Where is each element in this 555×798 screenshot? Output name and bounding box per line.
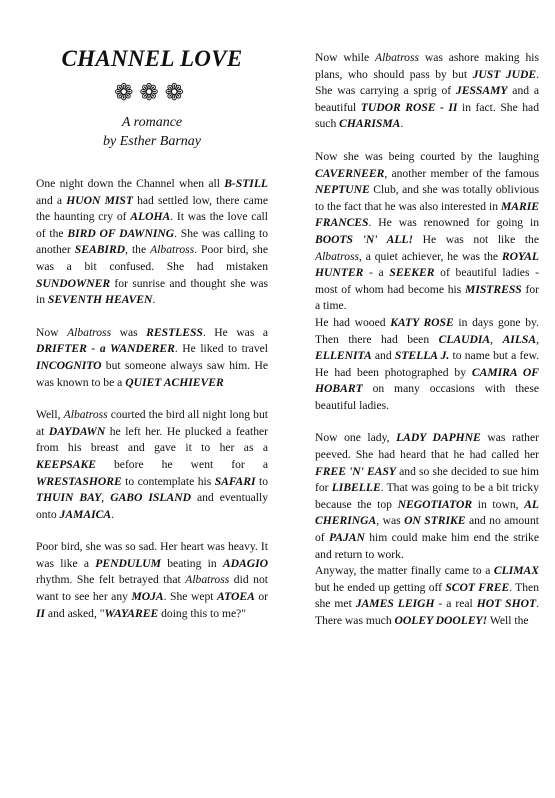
boat-name: WRESTASHORE [36, 474, 122, 488]
text-run: One night down the Channel when all [36, 177, 225, 190]
flower-ornament-icons: ❁❁❁ [114, 80, 190, 105]
boat-name: WAYAREE [104, 606, 159, 620]
boat-name: OOLEY DOOLEY! [394, 614, 488, 627]
boat-name: JAMAICA [59, 507, 112, 521]
boat-name: CLAUDIA [438, 332, 491, 346]
boat-name: NEPTUNE [315, 183, 370, 197]
text-run: and a beautiful [315, 84, 539, 114]
text-run: Well, [36, 408, 64, 422]
boat-name: SUNDOWNER [36, 276, 111, 290]
text-run: or [254, 590, 268, 604]
text-run: and a [36, 193, 67, 207]
boat-name: RESTLESS [146, 325, 203, 339]
page-title: CHANNEL LOVE [61, 46, 243, 71]
paragraph [36, 407, 268, 523]
text-run: , was [376, 514, 405, 528]
text-run: for sunrise and thought she was in [36, 276, 268, 307]
boat-name: ALOHA [130, 210, 171, 224]
paragraph [315, 149, 539, 315]
boat-name: Albatross [185, 573, 230, 587]
text-run: and eventually onto [36, 491, 269, 521]
boat-name: PAJAN [329, 531, 365, 545]
text-run: He had wooed [315, 315, 391, 329]
boat-name: FREE 'N' EASY [315, 464, 397, 478]
boat-name: LADY DAPHNE [396, 431, 481, 445]
paragraph [36, 176, 268, 309]
boat-name: SEVENTH HEAVEN [47, 293, 153, 307]
text-run: - a real [434, 597, 477, 611]
text-run: , [101, 491, 111, 505]
text-run: was rather peeved. She had heard that he had called her [315, 431, 539, 462]
text-run: was ashore making his plans, who should pass by but [315, 51, 539, 81]
text-run: and so she decided to sue him for [315, 464, 539, 495]
text-run: to [255, 474, 268, 488]
boat-name: ELLENITA [315, 349, 372, 363]
paragraph [315, 50, 539, 133]
boat-name: SEABIRD [74, 243, 126, 257]
boat-name: DRIFTER - a WANDERER [36, 342, 175, 356]
text-run: , the [125, 243, 151, 257]
text-run: . He liked to travel [174, 342, 268, 356]
boat-name: Albatross [150, 243, 195, 257]
text-run: , [490, 332, 503, 346]
text-run: on many occasions with these beautiful ladies. [315, 382, 539, 412]
subtitle: A romance [121, 115, 183, 130]
text-run: . He was renowned for going in [368, 216, 539, 230]
boat-name: II [36, 606, 46, 620]
boat-name: SEEKER [389, 266, 435, 280]
text-run: rhythm. She felt betrayed that [36, 573, 186, 587]
text-run: he left her. He plucked a feather from his breast and gave it to her as a [36, 424, 268, 455]
text-run: but someone always saw him. He was known to be a [36, 358, 268, 389]
byline: by Esther Barnay [103, 134, 201, 149]
boat-name: Albatross [315, 249, 360, 263]
boat-name: ON STRIKE [404, 514, 466, 528]
text-run: to name but a few. He had been photographed by [315, 349, 539, 379]
text-run: . Then she met [315, 580, 539, 611]
text-run: . She wept [163, 590, 218, 604]
boat-name: Albatross [67, 325, 112, 339]
text-run: Now one lady, [315, 431, 397, 445]
boat-name: DAYDAWN [48, 424, 106, 438]
boat-name: JUST JUDE [472, 67, 537, 81]
boat-name: HOT SHOT [476, 597, 537, 611]
boat-name: STELLA J. [394, 349, 450, 363]
boat-name: QUIET ACHIEVER [125, 375, 224, 389]
text-run: , a quiet achiever, he was the [359, 249, 502, 263]
boat-name: INCOGNITO [36, 358, 102, 372]
boat-name: PENDULUM [95, 556, 161, 570]
boat-name: KEEPSAKE [36, 457, 96, 471]
text-run: . Poor bird, she was a bit confused. She had mistaken [36, 243, 269, 273]
text-run: in fact. She had such [315, 100, 539, 131]
text-run: . That was going to be a bit tricky because the top [315, 481, 539, 511]
text-run: and no amount of [315, 514, 539, 545]
boat-name: CHARISMA [339, 117, 401, 131]
text-run: . It was the love call of the [36, 210, 268, 240]
text-run: . He was a [202, 325, 268, 339]
boat-name: KATY ROSE [390, 315, 454, 329]
text-run: Now she was being courted by the laughing [315, 149, 539, 163]
text-run: of beautiful ladies - most of whom had become his [315, 266, 539, 296]
text-run: but he ended up getting off [315, 580, 446, 594]
paragraph [36, 325, 268, 391]
text-run: Well the [487, 614, 529, 627]
text-run: . She was calling to another [36, 226, 269, 257]
boat-name: MARIE FRANCES [315, 199, 539, 230]
text-run: Anyway, the matter finally came to a [315, 564, 494, 578]
boat-name: ADAGIO [222, 556, 268, 570]
text-run: Club, and she was totally oblivious to the fact that he was also interested in [315, 183, 539, 213]
boat-name: B-STILL [224, 177, 268, 190]
text-run: . [152, 293, 156, 307]
boat-name: THUIN BAY [36, 491, 102, 505]
text-run: Now [36, 325, 68, 339]
text-run: and asked, " [45, 606, 105, 620]
boat-name: HUON MIST [66, 193, 133, 207]
text-run: did not want to see her any [36, 573, 268, 604]
text-run: for a time. [315, 282, 540, 313]
text-run: , another member of the famous [384, 166, 539, 180]
boat-name: MOJA [131, 590, 164, 604]
boat-name: Albatross [63, 408, 108, 422]
paragraph [315, 315, 539, 415]
left-column [36, 176, 268, 622]
boat-name: MISTRESS [465, 282, 522, 296]
text-run: . There was much [315, 597, 539, 627]
text-run: . [400, 117, 404, 131]
boat-name: GABO ISLAND [110, 491, 191, 505]
boat-name: JESSAMY [455, 84, 508, 98]
text-run: to contemplate his [121, 474, 215, 488]
right-column [315, 50, 539, 630]
text-run: and [371, 349, 395, 363]
boat-name: TUDOR ROSE - II [360, 100, 458, 114]
text-run: . She was carrying a sprig of [315, 67, 540, 98]
text-run: him could make him end the strike and return to work. [315, 531, 540, 561]
text-run: Now while [315, 51, 375, 64]
paragraph [36, 539, 268, 622]
text-run: , [536, 332, 539, 346]
text-run: . [111, 507, 114, 521]
text-run: doing this to me?" [158, 606, 247, 620]
boat-name: JAMES LEIGH [355, 597, 435, 611]
boat-name: BIRD OF DAWNING [67, 226, 175, 240]
boat-name: ATOEA [217, 590, 255, 604]
text-run: was [111, 325, 147, 339]
text-run: had settled low, there came the haunting cry of [36, 193, 268, 224]
boat-name: SCOT FREE [445, 580, 510, 594]
text-run: - a [363, 266, 390, 280]
boat-name: NEGOTIATOR [397, 497, 473, 511]
boat-name: Albatross [374, 51, 420, 64]
boat-name: CAVERNEER [315, 166, 385, 180]
paragraph [315, 430, 539, 563]
text-run: Poor bird, she was so sad. Her heart was heavy. It was like a [36, 540, 268, 570]
paragraph [315, 563, 539, 629]
boat-name: AILSA [502, 332, 537, 346]
text-run: in town, [472, 497, 525, 511]
boat-name: ROYAL HUNTER [315, 249, 539, 280]
boat-name: LIBELLE [331, 481, 381, 495]
text-run: courted the bird all night long but at [36, 408, 268, 438]
text-run: beating in [161, 556, 223, 570]
text-run: before he went for a [95, 457, 268, 471]
boat-name: CLIMAX [493, 564, 539, 578]
boat-name: AL CHERINGA [315, 497, 539, 528]
text-run: He was not like the [413, 232, 539, 246]
boat-name: SAFARI [214, 474, 256, 488]
text-run: in days gone by. Then there had been [315, 315, 539, 346]
boat-name: CAMIRA OF HOBART [315, 365, 539, 396]
boat-name: BOOTS 'N' ALL! [315, 232, 414, 246]
